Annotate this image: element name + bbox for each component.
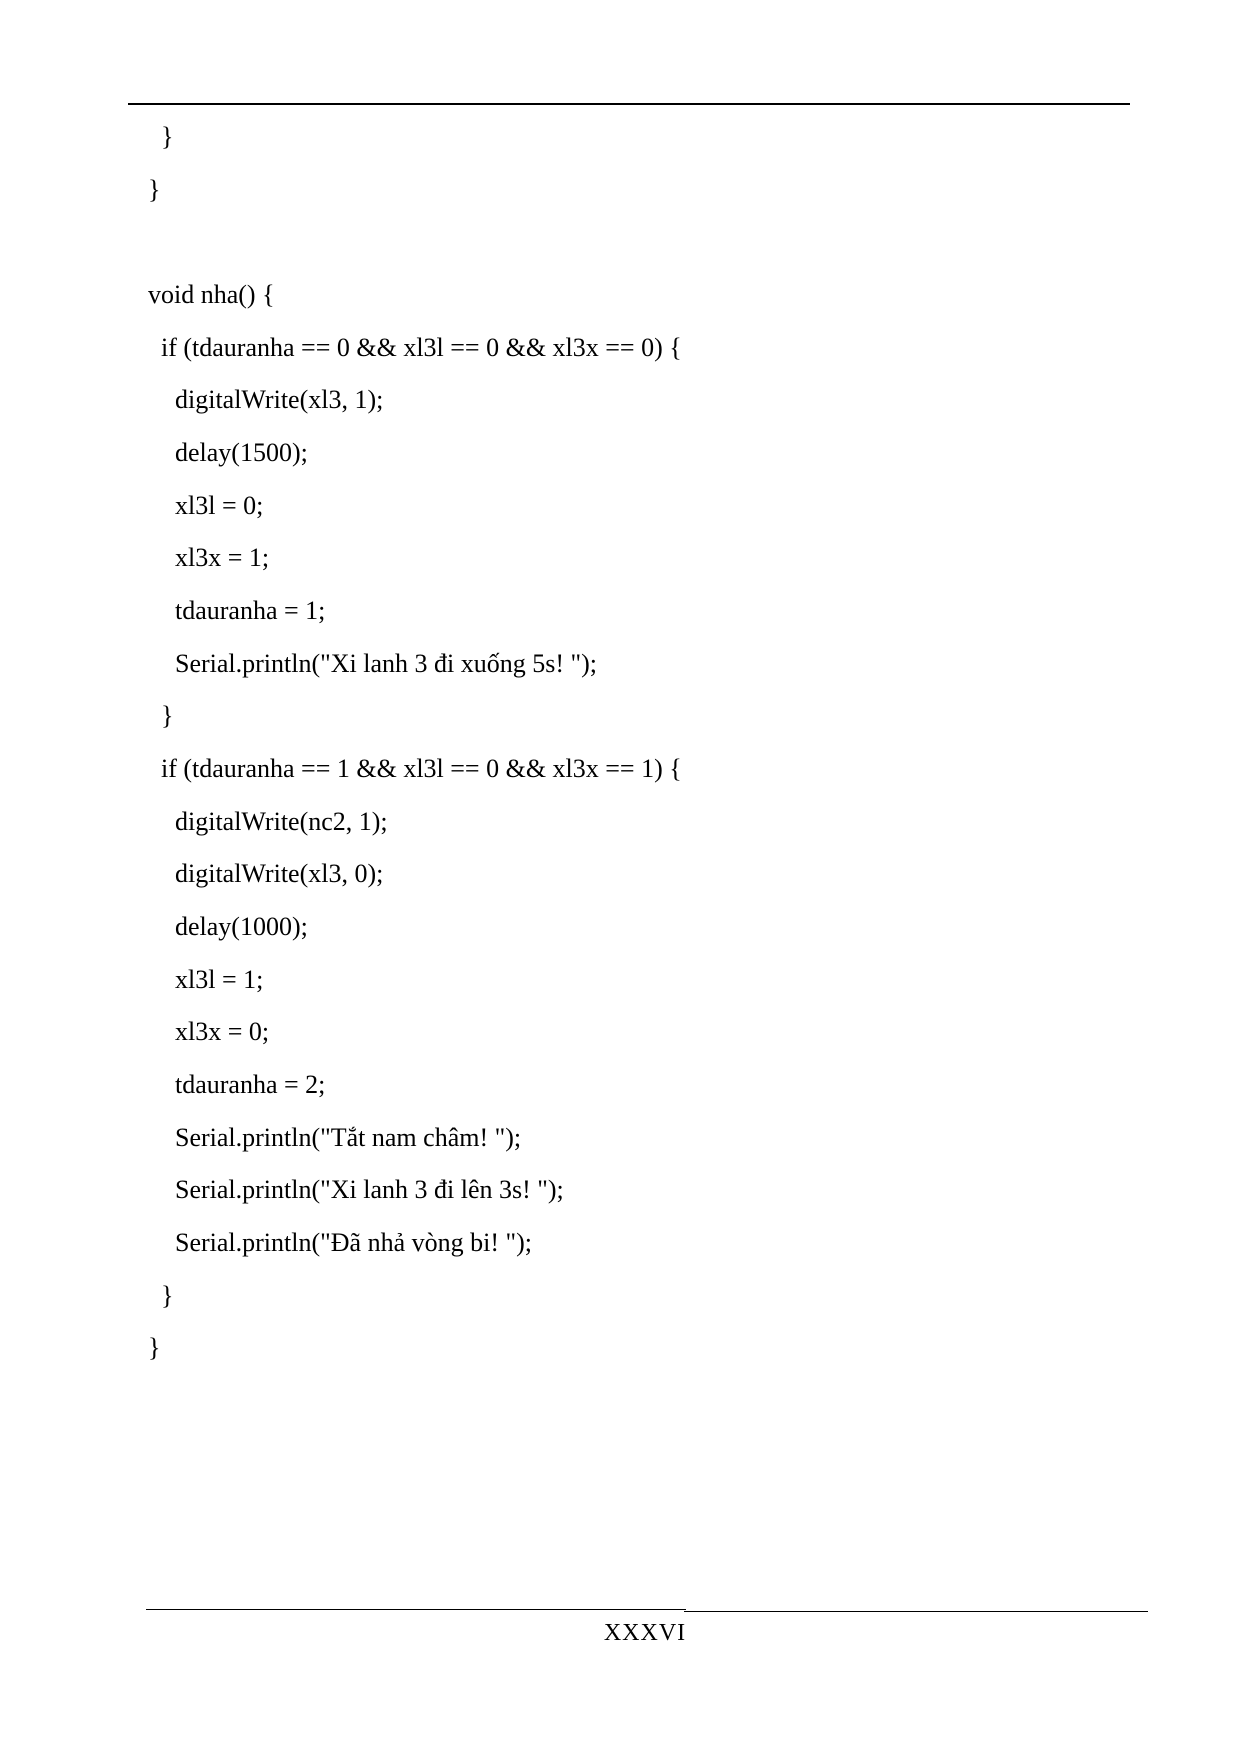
code-line: xl3x = 1; — [175, 543, 270, 572]
footer-rule — [146, 1609, 686, 1610]
code-line: if (tdauranha == 1 && xl3l == 0 && xl3x == 1) { — [161, 754, 682, 783]
code-line: xl3x = 0; — [175, 1017, 270, 1046]
code-line: delay(1000); — [175, 912, 308, 941]
code-line: } — [148, 1333, 161, 1362]
code-line: xl3l = 1; — [175, 965, 264, 994]
code-line: tdauranha = 2; — [175, 1070, 326, 1099]
page-number: XXXVI — [603, 1620, 687, 1646]
code-line: Serial.println("Xi lanh 3 đi xuống 5s! "); — [175, 649, 598, 678]
code-line: } — [148, 175, 161, 204]
code-line: } — [161, 701, 174, 730]
code-line: void nha() { — [148, 280, 275, 309]
code-line: Serial.println("Đã nhả vòng bi! "); — [175, 1228, 532, 1257]
code-line: if (tdauranha == 0 && xl3l == 0 && xl3x == 0) { — [161, 333, 682, 362]
code-line: } — [161, 1281, 174, 1310]
footer-rule — [684, 1611, 1148, 1612]
code-line: xl3l = 0; — [175, 491, 264, 520]
code-line: delay(1500); — [175, 438, 308, 467]
code-line: tdauranha = 1; — [175, 596, 326, 625]
code-line: digitalWrite(xl3, 0); — [175, 859, 384, 888]
code-line: Serial.println("Tắt nam châm! "); — [175, 1123, 522, 1152]
code-line: digitalWrite(nc2, 1); — [175, 807, 388, 836]
code-line: digitalWrite(xl3, 1); — [175, 385, 384, 414]
code-line: Serial.println("Xi lanh 3 đi lên 3s! "); — [175, 1175, 564, 1204]
code-line: } — [161, 122, 174, 151]
